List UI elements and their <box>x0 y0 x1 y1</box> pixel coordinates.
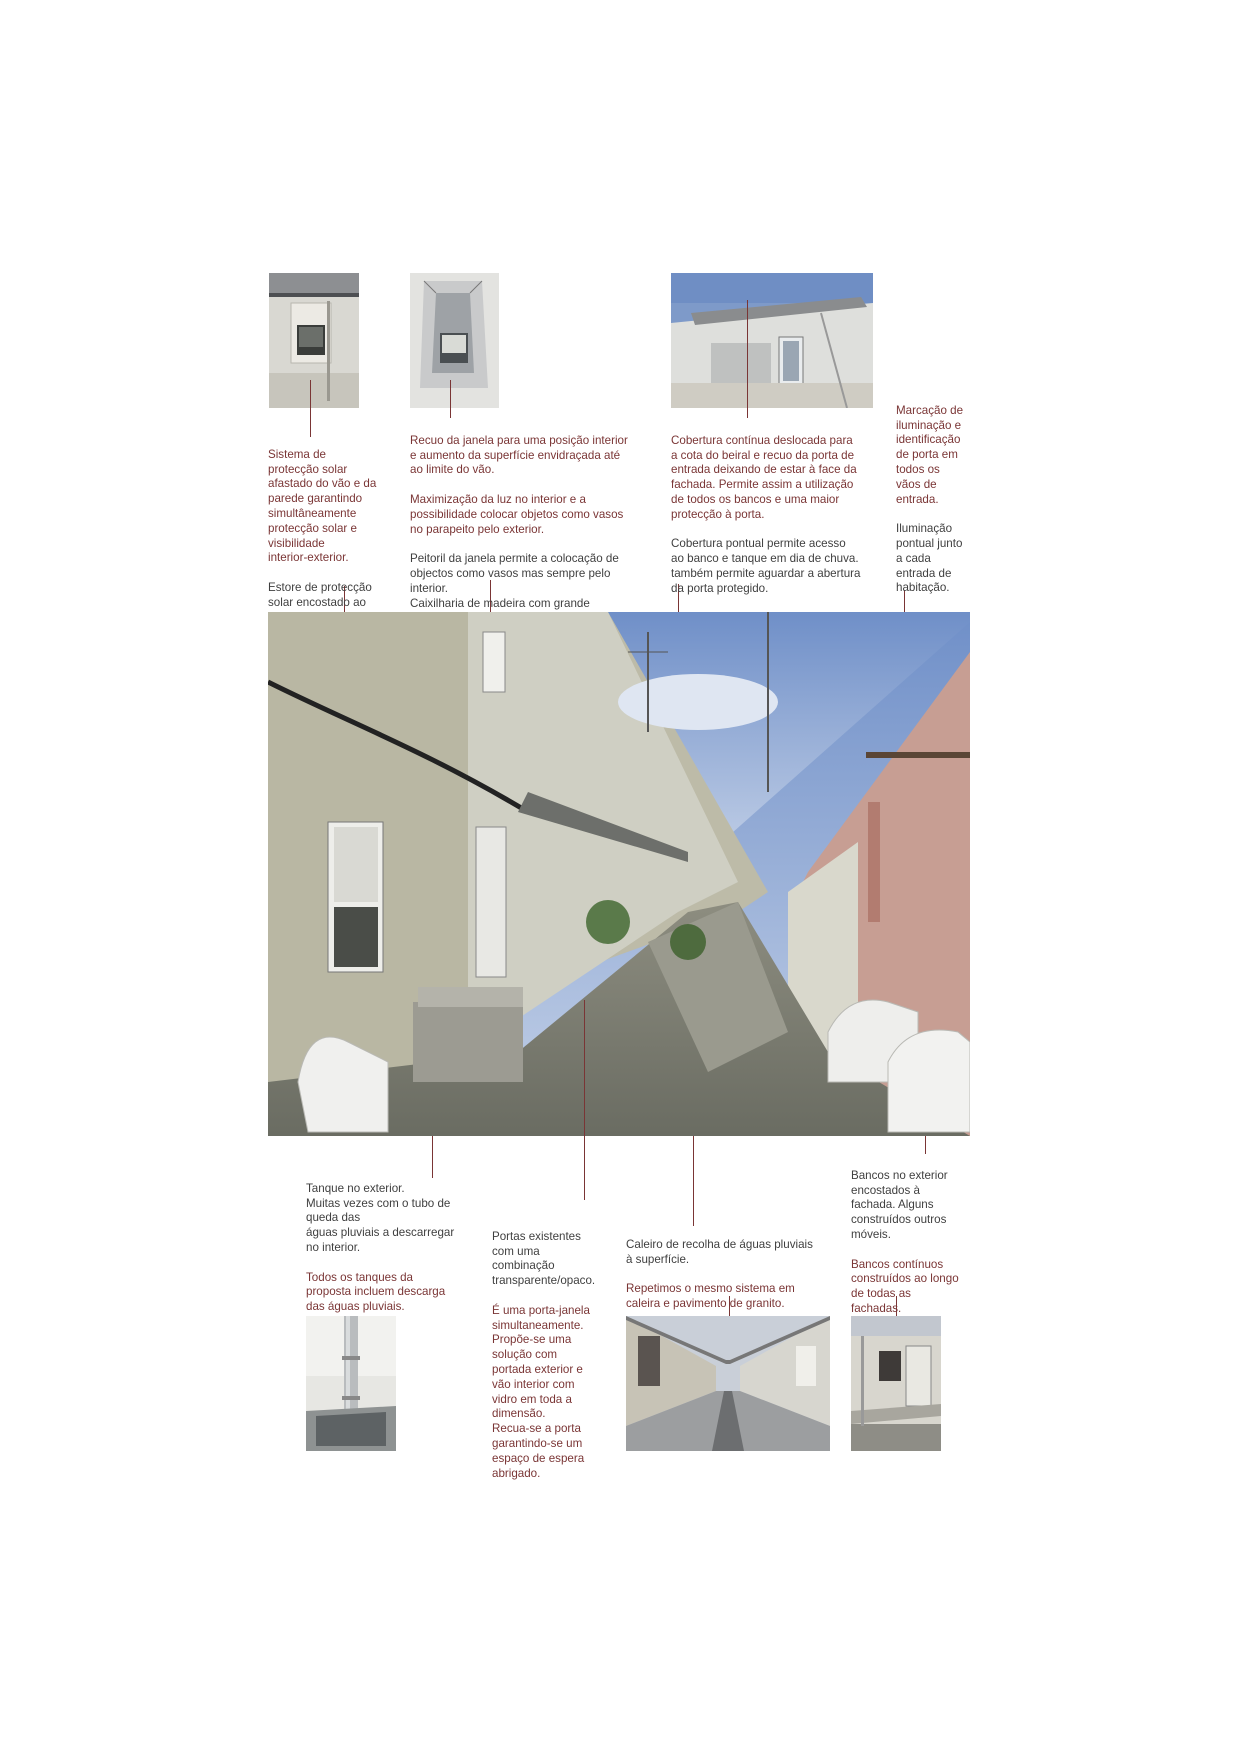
thumb-continuous-roof <box>671 273 873 408</box>
note-benches <box>851 1154 981 1332</box>
leader-line-7 <box>693 1136 694 1226</box>
note-window-recess <box>410 419 650 641</box>
note-continuous-roof-red: Cobertura contínua deslocada para a cota do beiral e recuo da porta de entrada deixando de estar à face da fachada. Permite assim a utilização de todos os bancos e uma maior protecção à porta. <box>671 433 857 521</box>
note-benches-red: Bancos contínuos construídos ao longo de todas as fachadas. <box>851 1257 959 1315</box>
note-outdoor-tank-red: Todos os tanques da proposta incluem descarga das águas pluviais. <box>306 1270 446 1314</box>
leader-line-3 <box>747 300 748 418</box>
leader-line-1 <box>310 380 311 437</box>
note-window-recess-red: Recuo da janela para uma posição interior e aumento da superfície envidraçada até ao limite do vão. <box>410 433 628 477</box>
note-window-recess-red2: Maximização da luz no interior e a possibilidade colocar objetos como vasos no parapeito pelo exterior. <box>410 492 624 536</box>
leader-line-8 <box>925 1136 926 1154</box>
note-existing-doors <box>492 1215 602 1496</box>
note-lighting <box>896 389 986 611</box>
note-lighting-red: Marcação de iluminação e identificação de porta em todos os vãos de entrada. <box>896 403 964 506</box>
note-rainwater-channel-dark: Caleiro de recolha de águas pluviais à superfície. <box>626 1237 813 1266</box>
note-lighting-dark: Iluminação pontual junto a cada entrada de habitação. <box>896 522 963 595</box>
note-window-recess-dark: Peitoril da janela permite a colocação de objectos como vasos mas sempre pelo interior. Caixilharia de madeira com grande <box>410 552 619 610</box>
note-existing-doors-red: É uma porta-janela simultaneamente. Propõe-se uma solução com portada exterior e vão interior com vidro em toda a dimensão. Recua-se a porta garantindo-se um espaço de espera abrigado. <box>492 1303 590 1480</box>
note-rainwater-channel <box>626 1223 836 1327</box>
note-outdoor-tank <box>306 1167 476 1330</box>
leader-line-2 <box>450 380 451 418</box>
thumb-tank-drainpipe <box>306 1316 396 1451</box>
note-benches-dark: Bancos no exterior encostados à fachada. Alguns construídos outros móveis. <box>851 1168 948 1241</box>
note-sun-protection-red: Sistema de protecção solar afastado do vão e da parede garantindo simultâneamente protecção solar e visibilidade interior-exterior. <box>268 447 377 565</box>
note-sun-protection-dark: Estore de protecção solar encostado ao <box>268 580 372 609</box>
thumb-granite-channel <box>626 1316 830 1451</box>
thumb-continuous-bench <box>851 1316 941 1451</box>
note-existing-doors-dark: Portas existentes com uma combinação transparente/opaco. <box>492 1229 596 1288</box>
hero-photo-alley <box>268 612 970 1136</box>
leader-line-6 <box>584 1000 585 1200</box>
note-outdoor-tank-dark: Tanque no exterior. Muitas vezes com o tubo de queda das águas pluviais a descarregar no interior. <box>306 1181 455 1254</box>
note-sun-protection <box>268 433 398 640</box>
thumb-window-sunshade <box>269 273 359 408</box>
note-rainwater-channel-red: Repetimos o mesmo sistema em caleira e pavimento de granito. <box>626 1282 795 1310</box>
note-continuous-roof-dark: Cobertura pontual permite acesso ao banco e tanque em dia de chuva. também permite aguardar a abertura da porta protegido. <box>671 537 861 595</box>
thumb-recessed-window <box>410 273 499 408</box>
note-continuous-roof <box>671 419 891 611</box>
